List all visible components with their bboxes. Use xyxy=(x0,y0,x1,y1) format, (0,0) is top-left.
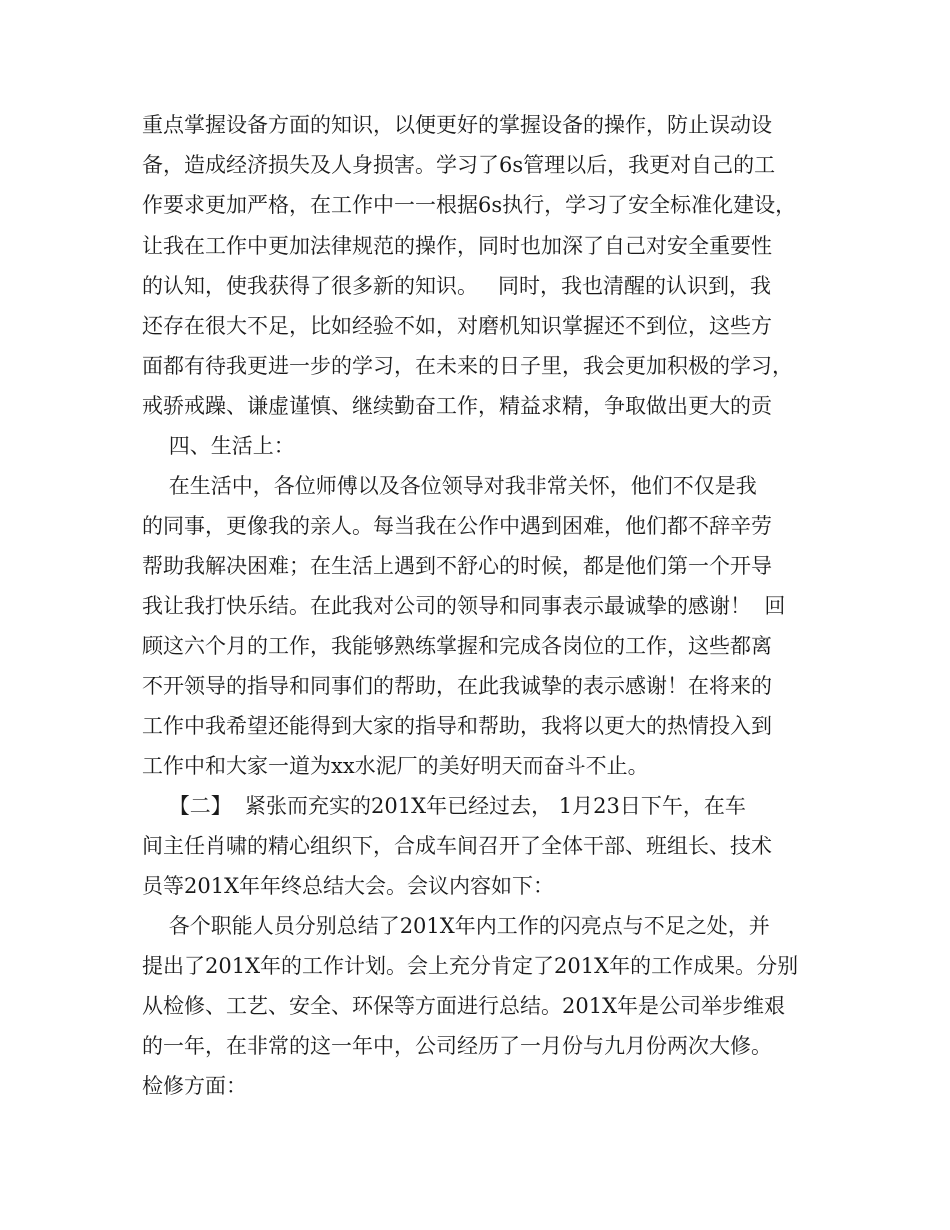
text-line: 还存在很大不足，比如经验不如，对磨机知识掌握还不到位，这些方 xyxy=(142,314,772,338)
text-line: 让我在工作中更加法律规范的操作，同时也加深了自己对安全重要性 xyxy=(142,234,772,258)
text-line: 面都有待我更进一步的学习，在未来的日子里，我会更加积极的学习， xyxy=(142,354,793,378)
text-line: 的认知，使我获得了很多新的知识。 同时，我也清醒的认识到，我 xyxy=(142,274,772,298)
section-heading: 四、生活上： xyxy=(142,434,295,458)
text-line: 间主任肖啸的精心组织下，合成车间召开了全体干部、班组长、技术 xyxy=(142,834,772,858)
text-line: 各个职能人员分别总结了201X年内工作的闪亮点与不足之处，并 xyxy=(142,914,770,938)
text-line: 工作中和大家一道为xx水泥厂的美好明天而奋斗不止。 xyxy=(142,754,649,778)
text-line: 检修方面： xyxy=(142,1074,247,1098)
text-line: 从检修、工艺、安全、环保等方面进行总结。201X年是公司举步维艰 xyxy=(142,994,786,1018)
text-line: 的同事，更像我的亲人。每当我在公作中遇到困难，他们都不辞辛劳 xyxy=(142,514,772,538)
text-line: 戒骄戒躁、谦虚谨慎、继续勤奋工作，精益求精，争取做出更大的贡 xyxy=(142,394,772,418)
text-line: 顾这六个月的工作，我能够熟练掌握和完成各岗位的工作，这些都离 xyxy=(142,634,772,658)
text-line: 重点掌握设备方面的知识，以便更好的掌握设备的操作，防止误动设 xyxy=(142,113,772,137)
text-line: 不开领导的指导和同事们的帮助，在此我诚挚的表示感谢！在将来的 xyxy=(142,674,772,698)
text-line: 在生活中，各位师傅以及各位领导对我非常关怀，他们不仅是我 xyxy=(142,474,757,498)
text-line: 【二】 紧张而充实的201X年已经过去， 1月23日下午，在车 xyxy=(142,794,746,818)
text-line: 员等201X年年终总结大会。会议内容如下： xyxy=(142,874,555,898)
text-line: 的一年，在非常的这一年中，公司经历了一月份与九月份两次大修。 xyxy=(142,1034,772,1058)
text-line: 提出了201X年的工作计划。会上充分肯定了201X年的工作成果。分别 xyxy=(142,954,799,978)
text-line: 我让我打快乐结。在此我对公司的领导和同事表示最诚挚的感谢！ 回 xyxy=(142,594,786,618)
text-line: 工作中我希望还能得到大家的指导和帮助，我将以更大的热情投入到 xyxy=(142,714,772,738)
text-line: 备，造成经济损失及人身损害。学习了6s管理以后，我更对自己的工 xyxy=(142,153,776,177)
text-line: 作要求更加严格，在工作中一一根据6s执行，学习了安全标准化建设， xyxy=(142,193,797,217)
text-line: 帮助我解决困难；在生活上遇到不舒心的时候，都是他们第一个开导 xyxy=(142,554,772,578)
